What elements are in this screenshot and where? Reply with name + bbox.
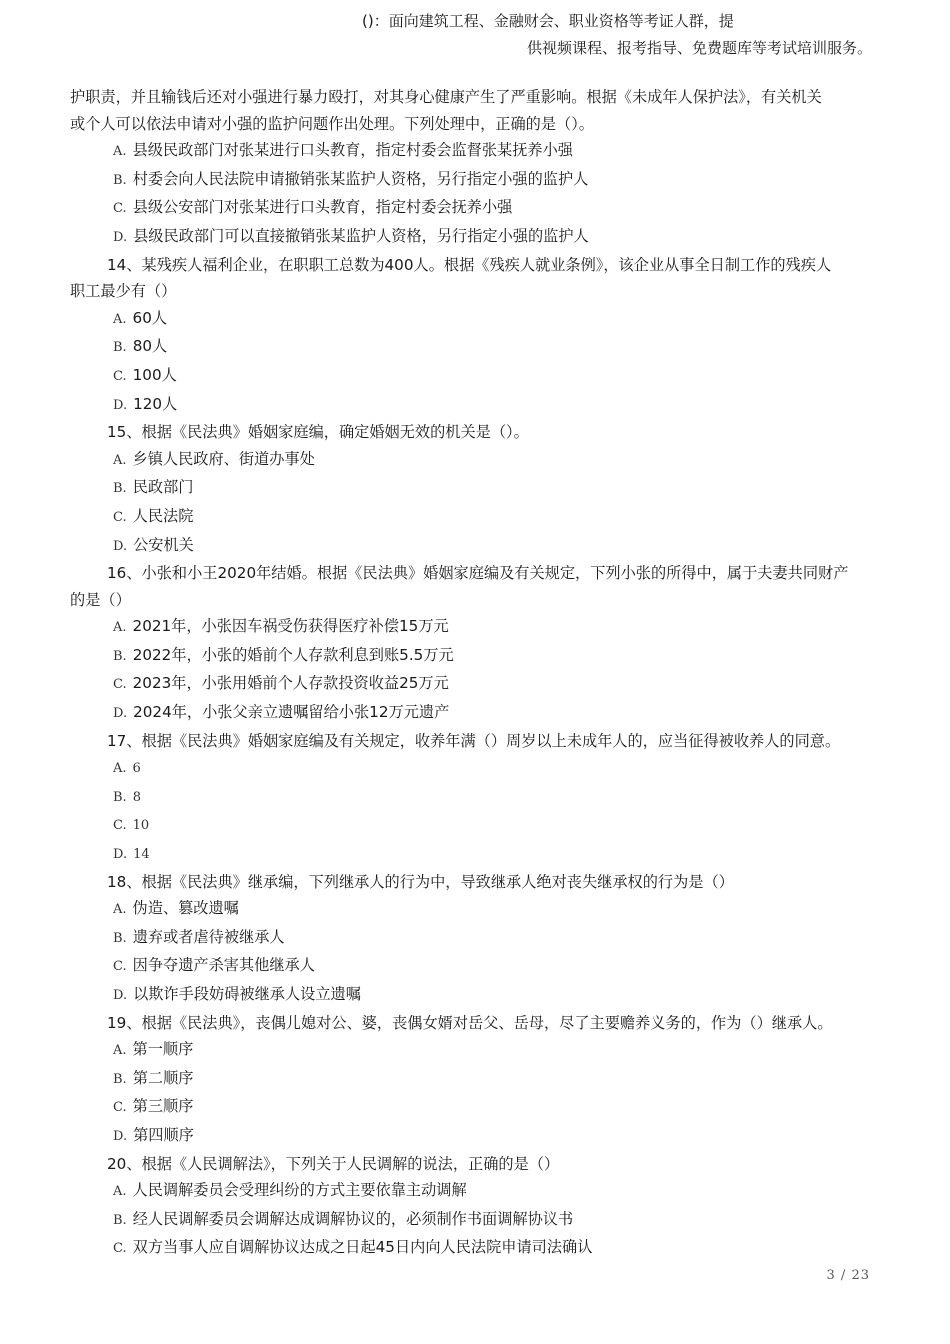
option-text: 第二顺序 [132,1068,194,1087]
option-text: 县级公安部门对张某进行口头教育，指定村委会抚养小强 [132,198,513,217]
option-letter: B. [113,1212,127,1228]
option-letter: D. [113,538,128,554]
answer-option [70,1065,885,1094]
answer-option [70,754,885,783]
option-text: 120人 [133,394,178,413]
option-text: 遗弃或者虐待被继承人 [132,927,285,946]
header-line-2: 供视频课程、报考指导、免费题库等考试培训服务。 [526,39,872,57]
question-16-title: 16、小张和小王2020年结婚。根据《民法典》婚姻家庭编及有关规定，下列小张的所得中，属于夫妻共同财产 [107,564,849,583]
option-text: 14 [133,847,150,863]
option-letter: D. [113,229,128,245]
option-letter: D. [113,1128,128,1144]
option-letter: B. [113,789,127,805]
option-letter: A. [113,311,127,327]
option-text: 80人 [132,337,168,356]
option-text: 公安机关 [133,535,194,554]
answer-option [70,699,885,728]
answer-option [70,1206,885,1235]
answer-option [70,642,885,671]
option-text: 2021年，小张因车祸受伤获得医疗补偿15万元 [132,617,449,636]
answer-option [70,613,885,642]
question-18-title: 18、根据《民法典》继承编，下列继承人的行为中，导致继承人绝对丧失继承权的行为是（） [107,872,734,891]
option-letter: A. [113,761,127,777]
answer-option [70,333,885,362]
answer-option [70,1234,885,1263]
answer-option [70,194,885,223]
option-letter: C. [113,1241,127,1257]
option-letter: A. [113,452,127,468]
answer-option [70,391,885,420]
option-text: 人民法院 [132,506,194,525]
question-text: 或个人可以依法申请对小强的监护问题作出处理。下列处理中，正确的是（）。 [70,114,594,133]
option-letter: B. [113,1071,127,1087]
option-letter: C. [113,959,127,975]
option-text: 2022年，小张的婚前个人存款利息到账5.5万元 [132,645,454,664]
option-letter: A. [113,144,127,160]
option-text: 2023年，小张用婚前个人存款投资收益25万元 [132,674,449,693]
option-letter: A. [113,620,127,636]
option-text: 县级民政部门可以直接撤销张某监护人资格，另行指定小强的监护人 [133,226,589,245]
answer-option [70,924,885,953]
option-text: 8 [132,789,141,805]
option-text: 村委会向人民法院申请撤销张某监护人资格，另行指定小强的监护人 [132,169,589,188]
answer-option [70,166,885,195]
option-letter: C. [113,201,127,217]
answer-option [70,1036,885,1065]
option-text: 第一顺序 [132,1040,194,1059]
option-letter: B. [113,648,127,664]
answer-option [70,137,885,166]
option-letter: A. [113,1043,127,1059]
question-14-title: 14、某残疾人福利企业，在职职工总数为400人。根据《残疾人就业条例》，该企业从事全日制工作的残疾人 [107,255,832,274]
answer-option [70,1177,885,1206]
answer-option [70,223,885,252]
page-number: 3 / 23 [826,1268,870,1283]
option-letter: C. [113,1100,127,1116]
option-text: 2024年，小张父亲立遗嘱留给小张12万元遗产 [133,703,450,722]
option-text: 民政部门 [132,478,194,497]
option-letter: B. [113,340,127,356]
option-text: 60人 [132,308,168,327]
option-text: 双方当事人应自调解协议达成之日起45日内向人民法院申请司法确认 [132,1238,593,1257]
option-text: 县级民政部门对张某进行口头教育，指定村委会监督张某抚养小强 [132,141,573,160]
answer-option [70,670,885,699]
option-letter: D. [113,847,128,863]
option-text: 经人民调解委员会调解达成调解协议的，必须制作书面调解协议书 [132,1209,574,1228]
option-letter: A. [113,902,127,918]
answer-option [70,783,885,812]
option-text: 人民调解委员会受理纠纷的方式主要依靠主动调解 [132,1181,467,1200]
option-letter: C. [113,677,127,693]
question-16-title-cont: 的是（） [70,590,131,609]
answer-option [70,840,885,869]
option-letter: A. [113,1184,127,1200]
page-header [312,8,872,62]
answer-option [70,362,885,391]
option-letter: D. [113,397,128,413]
question-15-title: 15、根据《民法典》婚姻家庭编，确定婚姻无效的机关是（）。 [107,423,529,442]
option-text: 第三顺序 [132,1097,194,1116]
option-letter: B. [113,930,127,946]
option-letter: C. [113,368,127,384]
answer-option [70,895,885,924]
option-text: 因争夺遗产杀害其他继承人 [132,956,315,975]
option-text: 10 [132,818,150,834]
answer-option [70,981,885,1010]
header-line-1: ()：面向建筑工程、金融财会、职业资格等考证人群，提 [362,12,734,30]
option-letter: C. [113,509,127,525]
option-letter: B. [113,481,127,497]
question-17-title: 17、根据《民法典》婚姻家庭编及有关规定，收养年满（）周岁以上未成年人的，应当征得被收养人的同意。 [107,731,841,750]
option-text: 伪造、篡改遗嘱 [132,899,239,918]
option-text: 乡镇人民政府、街道办事处 [132,449,315,468]
option-letter: C. [113,818,127,834]
option-letter: B. [113,172,127,188]
answer-option [70,532,885,561]
option-text: 100人 [132,365,177,384]
question-text: 护职责，并且输钱后还对小强进行暴力殴打，对其身心健康产生了严重影响。根据《未成年人保护法》，有关机关 [70,88,822,106]
option-text: 以欺诈手段妨碍被继承人设立遗嘱 [133,985,361,1003]
option-letter: D. [113,988,128,1003]
answer-option [70,305,885,334]
option-text: 第四顺序 [133,1125,194,1144]
question-20-title: 20、根据《人民调解法》，下列关于人民调解的说法，正确的是（） [107,1154,560,1173]
answer-option [70,474,885,503]
answer-option [70,1122,885,1151]
document-body [70,84,885,1263]
answer-option [70,503,885,532]
option-letter: D. [113,706,128,722]
answer-option [70,446,885,475]
question-14-title-cont: 职工最少有（） [70,282,177,301]
answer-option [70,1093,885,1122]
question-19-title: 19、根据《民法典》，丧偶儿媳对公、婆，丧偶女婿对岳父、岳母，尽了主要赡养义务的，作为（）继承人。 [107,1013,833,1032]
answer-option [70,952,885,981]
answer-option [70,811,885,840]
option-text: 6 [132,761,141,777]
